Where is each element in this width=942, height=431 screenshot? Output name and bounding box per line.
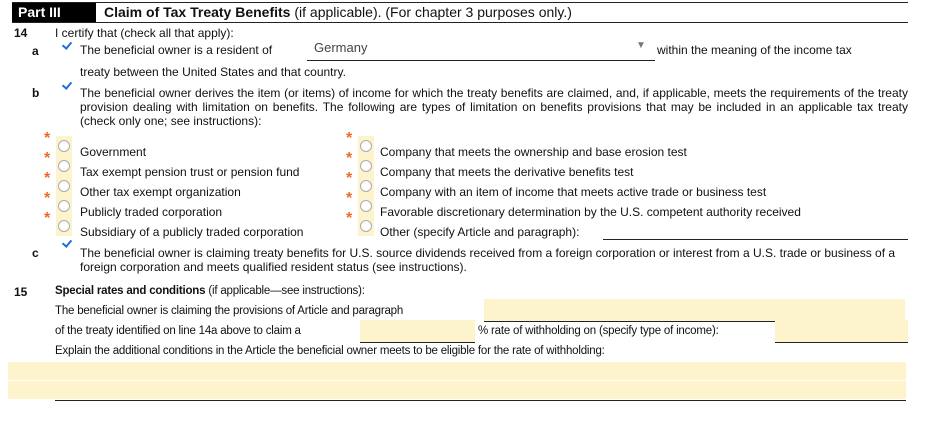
- line-14-intro: I certify that (check all that apply):: [55, 26, 234, 40]
- line-14a-letter: a: [32, 44, 39, 58]
- lob-option-label: Company that meets the ownership and base erosion test: [380, 145, 687, 159]
- radio-circle[interactable]: [58, 200, 70, 212]
- line-14c-checkbox[interactable]: [61, 238, 72, 249]
- chevron-down-icon[interactable]: ▼: [636, 40, 646, 51]
- required-star-icon: *: [346, 150, 353, 167]
- lob-option-label: Other (specify Article and paragraph):: [380, 225, 580, 239]
- country-select[interactable]: [307, 38, 655, 61]
- required-star-icon: *: [44, 190, 51, 207]
- part-label: Part III: [12, 3, 96, 22]
- line-14b-text: The beneficial owner derives the item (or items) of income for which the treaty benefits are claimed, and, if applicable, meets the requirements of the treaty provision dealing with limitation on benefits. The following are types of limitation on benefits provisions that may be included in an applicable tax treaty (check only one; see instructions):: [80, 86, 908, 128]
- required-star-icon: *: [44, 150, 51, 167]
- radio-circle[interactable]: [58, 220, 70, 232]
- lob-option-label: Company that meets the derivative benefits test: [380, 165, 634, 179]
- radio-circle[interactable]: [360, 220, 372, 232]
- radio-circle[interactable]: [360, 160, 372, 172]
- line-15-title: Special rates and conditions (if applicable—see instructions):: [55, 285, 365, 297]
- required-star-icon: *: [346, 170, 353, 187]
- rate-input[interactable]: [360, 320, 475, 343]
- line-14a-continuation: treaty between the United States and that country.: [80, 65, 346, 79]
- lob-option-label: Government: [80, 145, 147, 159]
- radio-circle[interactable]: [360, 140, 372, 152]
- lob-radio-left-0[interactable]: [56, 136, 72, 156]
- lob-radio-right-2[interactable]: [358, 176, 374, 196]
- country-value: Germany: [314, 40, 368, 55]
- required-star-icon: *: [346, 210, 353, 227]
- line-14c-letter: c: [32, 246, 39, 260]
- lob-radio-left-1[interactable]: [56, 156, 72, 176]
- explanation-line-2[interactable]: [8, 381, 906, 399]
- lob-radio-right-0[interactable]: [358, 136, 374, 156]
- required-star-icon: *: [44, 130, 51, 147]
- lob-option-label: Other tax exempt organization: [80, 185, 241, 199]
- line-15-row2a: of the treaty identified on line 14a above to claim a: [55, 325, 301, 337]
- article-paragraph-input[interactable]: [484, 299, 905, 322]
- required-star-icon: *: [346, 190, 353, 207]
- line-14c-text: The beneficial owner is claiming treaty benefits for U.S. source dividends received from a foreign corporation or interest from a U.S. trade or business of a foreign corporation and meets qualified resident status (see instructions).: [80, 246, 896, 274]
- lob-radio-right-4[interactable]: [358, 216, 374, 236]
- required-star-icon: *: [44, 210, 51, 227]
- explanation-rule: [55, 400, 906, 401]
- lob-option-label: Company with an item of income that meets active trade or business test: [380, 185, 767, 199]
- radio-circle[interactable]: [58, 160, 70, 172]
- lob-option-label: Tax exempt pension trust or pension fund: [80, 165, 300, 179]
- required-star-icon: *: [346, 130, 353, 147]
- line-14a-text-after: within the meaning of the income tax: [657, 43, 852, 57]
- lob-radio-right-1[interactable]: [358, 156, 374, 176]
- lob-option-label: Subsidiary of a publicly traded corporation: [80, 225, 304, 239]
- part-title: Claim of Tax Treaty Benefits (if applicable). (For chapter 3 purposes only.): [104, 4, 572, 20]
- radio-circle[interactable]: [58, 180, 70, 192]
- header-rule: [12, 22, 908, 23]
- line-14-number: 14: [14, 26, 28, 40]
- other-article-input[interactable]: [603, 224, 908, 240]
- line-15-row1: The beneficial owner is claiming the provisions of Article and paragraph: [55, 305, 404, 317]
- radio-circle[interactable]: [360, 200, 372, 212]
- line-14a-text: The beneficial owner is a resident of: [80, 43, 273, 57]
- lob-option-label: Publicly traded corporation: [80, 205, 223, 219]
- lob-radio-right-3[interactable]: [358, 196, 374, 216]
- radio-circle[interactable]: [58, 140, 70, 152]
- line-15-number: 15: [14, 285, 28, 299]
- lob-radio-left-3[interactable]: [56, 196, 72, 216]
- required-star-icon: *: [44, 170, 51, 187]
- line-15-row2b: % rate of withholding on (specify type of income):: [478, 325, 719, 337]
- radio-circle[interactable]: [360, 180, 372, 192]
- line-14b-letter: b: [32, 86, 40, 100]
- income-type-input[interactable]: [775, 320, 908, 343]
- lob-radio-left-4[interactable]: [56, 216, 72, 236]
- lob-option-label: Favorable discretionary determination by the U.S. competent authority received: [380, 205, 801, 219]
- explanation-line-1[interactable]: [8, 362, 906, 380]
- line-14a-checkbox[interactable]: [61, 40, 72, 51]
- line-15-row3: Explain the additional conditions in the Article the beneficial owner meets to be eligible for the rate of withholding:: [55, 345, 605, 357]
- line-14b-checkbox[interactable]: [61, 80, 72, 91]
- lob-radio-left-2[interactable]: [56, 176, 72, 196]
